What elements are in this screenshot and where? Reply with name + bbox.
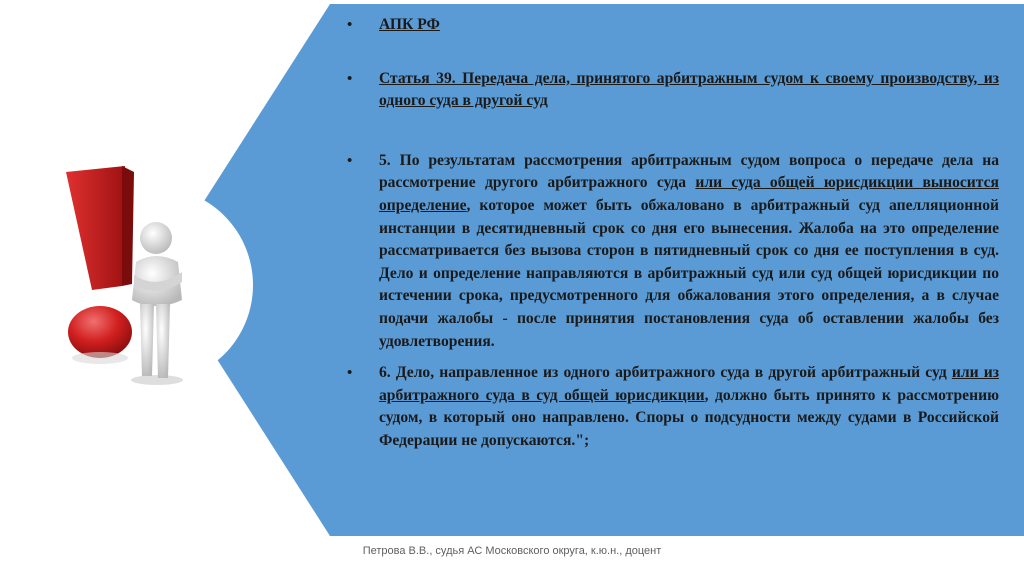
footer-author: Петрова В.В., судья АС Московского округа, к.ю.н., доцент <box>362 545 662 557</box>
list-item <box>347 150 999 353</box>
bullet-marker: • <box>347 70 353 87</box>
list-item-text: 6. Дело, направленное из одного арбитражного суда в другой арбитражный суд <box>379 364 952 382</box>
list-item <box>347 68 999 113</box>
bullet-marker: • <box>347 17 353 33</box>
list-item-text: АПК РФ <box>379 16 440 33</box>
list-item-text: 5. По результатам рассмотрения арбитражным судом вопроса о передаче дела на рассмотрение другого арбитражного суда <box>379 151 999 192</box>
list-item-text: или из арбитражного суда в суд общей юрисдикции <box>379 364 999 404</box>
list-item-text: , должно быть принято к рассмотрению судом, в который оно направлено. Споры о подсудности между судами в Российской Федерации не допускаются."; <box>379 386 999 449</box>
list-item-text: или суда общей юрисдикции выносится определение <box>379 174 999 214</box>
list-item <box>347 14 999 37</box>
list-item-text: , которое может быть обжаловано в арбитражный суд апелляционной инстанции в десятидневный срок со дня его вынесения. Жалоба на это определение рассматривается без вызова сторон в пятидневный срок со дня ее поступления в суд. Дело и определение направляются в арбитражный суд или суд общей юрисдикции по истечении срока, предусмотренного для обжалования этого определения, а в случае подачи жалобы - после принятия постановления суда об оставлении жалобы без удовлетворения. <box>379 196 999 350</box>
list-item <box>347 362 999 452</box>
legal-text-list <box>347 14 999 453</box>
list-item-text: Статья 39. Передача дела, принятого арбитражным судом к своему производству, из одного суда в другой суд <box>379 69 999 110</box>
bullet-marker: • <box>347 365 353 382</box>
bullet-marker: • <box>347 152 353 169</box>
